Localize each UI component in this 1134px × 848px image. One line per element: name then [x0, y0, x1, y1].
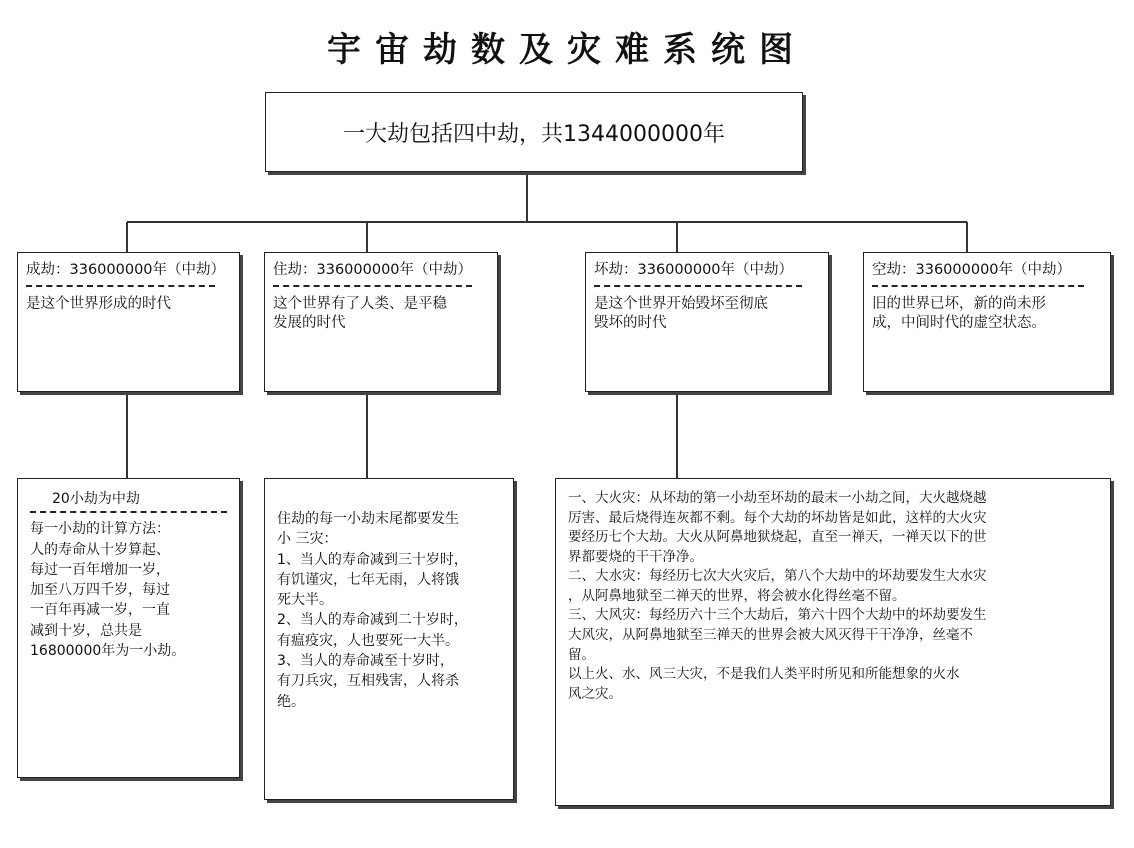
kalpa-box-cheng: [17, 252, 240, 392]
detail-body-zhu: 住劫的每一小劫末尾都要发生 小 三灾： 1、当人的寿命减到三十岁时， 有饥谨灾，七年无雨，人将饿 死大半。 2、当人的寿命减到二十岁时， 有瘟疫灾，人也要死一大半。 3、当人的寿命减至十岁时， 有刀兵灾，互相残害，人将杀 绝。: [277, 511, 468, 710]
detail-body-cheng: 每一小劫的计算方法： 人的寿命从十岁算起、 每过一百年增加一岁， 加至八万四千岁，每过 一百年再减一岁，一直 减到十岁，总共是 16800000年为一小劫。: [30, 521, 186, 660]
kalpa-head-zhu: 住劫：336000000年（中劫）: [273, 262, 473, 278]
dashed-divider: [26, 285, 215, 287]
diagram-title: 宇宙劫数及灾难系统图: [327, 30, 807, 70]
kalpa-body-huai: 是这个世界开始毁坏至彻底 毁坏的时代: [594, 295, 768, 332]
root-box: [265, 92, 803, 172]
kalpa-head-kong: 空劫：336000000年（中劫）: [872, 262, 1072, 278]
kalpa-box-zhu: [264, 252, 498, 392]
dashed-divider: [594, 285, 802, 287]
kalpa-body-kong: 旧的世界已坏，新的尚未形 成，中间时代的虚空状态。: [872, 295, 1046, 332]
dashed-divider: [30, 511, 227, 513]
detail-body-huai: 一、大火灾：从坏劫的第一小劫至坏劫的最末一小劫之间，大火越烧越 厉害、最后烧得连灰都不剩。每个大劫的坏劫皆是如此，这样的大火灾 要经历七个大劫。大火从阿鼻地狱烧起，直至一禅天，一禅天以下的世 界都要烧的干干净净。 二、大水灾：每经历七次大火灾后，第八个大劫中的坏劫要发生大水灾 ，从阿鼻地狱至二禅天的世界，将会被水化得丝毫不留。 三、大风灾：每经历六十三个大劫后，第六十四个大劫中的坏劫要发生 大风灾，从阿鼻地狱至三禅天的世界会被大风灭得干干净净，丝毫不 留。 以上火、水、风三大灾，不是我们人类平时所见和所能想象的火水 风之灾。: [568, 490, 987, 702]
root-text: 一大劫包括四中劫，共1344000000年: [343, 121, 725, 147]
detail-box-cheng: [17, 478, 240, 778]
kalpa-box-kong: [863, 252, 1111, 392]
detail-box-huai: [555, 478, 1111, 806]
detail-head-cheng: 20小劫为中劫: [52, 491, 140, 507]
kalpa-head-cheng: 成劫：336000000年（中劫）: [26, 262, 226, 278]
kalpa-body-cheng: 是这个世界形成的时代: [26, 295, 171, 312]
dashed-divider: [872, 285, 1084, 287]
dashed-divider: [273, 285, 472, 287]
kalpa-body-zhu: 这个世界有了人类、是平稳 发展的时代: [273, 295, 447, 332]
kalpa-head-huai: 坏劫：336000000年（中劫）: [594, 262, 794, 278]
kalpa-box-huai: [585, 252, 829, 392]
detail-box-zhu: [264, 478, 514, 800]
